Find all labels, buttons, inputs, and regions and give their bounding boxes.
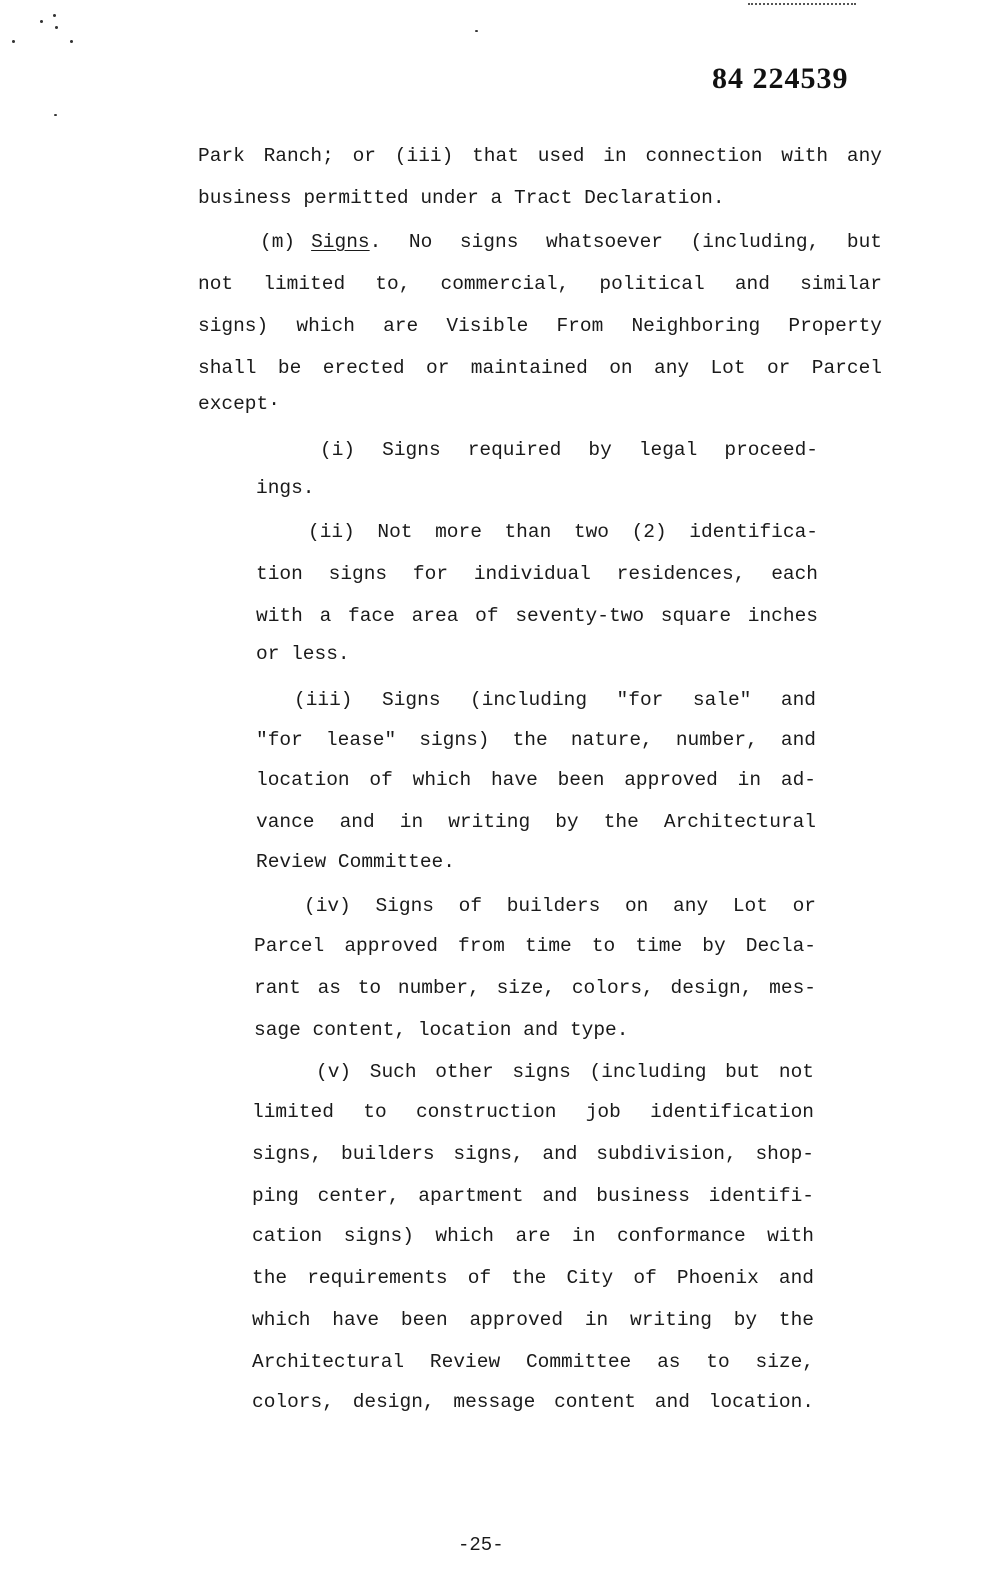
scan-speck: [54, 114, 57, 116]
text-line: shall be erected or maintained on any Lot or Parcel: [198, 357, 882, 379]
text-line: ings.: [256, 477, 315, 499]
text-line: except·: [198, 393, 280, 415]
text-line: or less.: [256, 643, 350, 665]
text-line: Park Ranch; or (iii) that used in connection with any: [198, 145, 882, 167]
text-line: Parcel approved from time to time by Decla-: [254, 935, 816, 957]
text-line: (iii) Signs (including "for sale" and: [294, 689, 816, 711]
recording-number: 84 224539: [712, 62, 849, 95]
text-line: (i) Signs required by legal proceed-: [320, 439, 818, 461]
section-m-heading: Signs: [311, 231, 370, 253]
text-line: (iv) Signs of builders on any Lot or: [304, 895, 816, 917]
text-line: (ii) Not more than two (2) identifica-: [308, 521, 818, 543]
text-line: (v) Such other signs (including but not: [316, 1061, 814, 1083]
scan-speck: [40, 20, 43, 23]
text-line: which have been approved in writing by the: [252, 1309, 814, 1331]
text-line: not limited to, commercial, political and similar: [198, 273, 882, 295]
text-line: signs, builders signs, and subdivision, shop-: [252, 1143, 814, 1165]
text-line: colors, design, message content and location.: [252, 1391, 814, 1413]
text-line: the requirements of the City of Phoenix and: [252, 1267, 814, 1289]
text-line: business permitted under a Tract Declaration.: [198, 187, 725, 209]
text-line: sage content, location and type.: [254, 1019, 629, 1041]
text-line: tion signs for individual residences, each: [256, 563, 818, 585]
scan-speck: [475, 30, 478, 32]
text-line: "for lease" signs) the nature, number, and: [256, 729, 816, 751]
text-line: rant as to number, size, colors, design, mes-: [254, 977, 816, 999]
page-number: -25-: [458, 1534, 504, 1556]
text-line: with a face area of seventy-two square inches: [256, 605, 818, 627]
scan-speck: [70, 40, 73, 43]
text-line: signs) which are Visible From Neighboring Property: [198, 315, 882, 337]
text-line: ping center, apartment and business identifi-: [252, 1185, 814, 1207]
scan-edge-mark: [748, 0, 856, 5]
text-line: limited to construction job identification: [252, 1101, 814, 1123]
section-m-first-line: [198, 230, 882, 254]
text-line: location of which have been approved in ad-: [256, 769, 816, 791]
scan-speck: [12, 40, 15, 43]
text-line: vance and in writing by the Architectural: [256, 811, 816, 833]
scan-speck: [55, 26, 58, 29]
scan-speck: [53, 14, 56, 17]
text-line: cation signs) which are in conformance with: [252, 1225, 814, 1247]
section-m-label: (m): [260, 231, 296, 253]
text-line: . No signs whatsoever (including, but: [369, 231, 882, 253]
text-line: Architectural Review Committee as to size,: [252, 1351, 814, 1373]
text-line: Review Committee.: [256, 851, 455, 873]
